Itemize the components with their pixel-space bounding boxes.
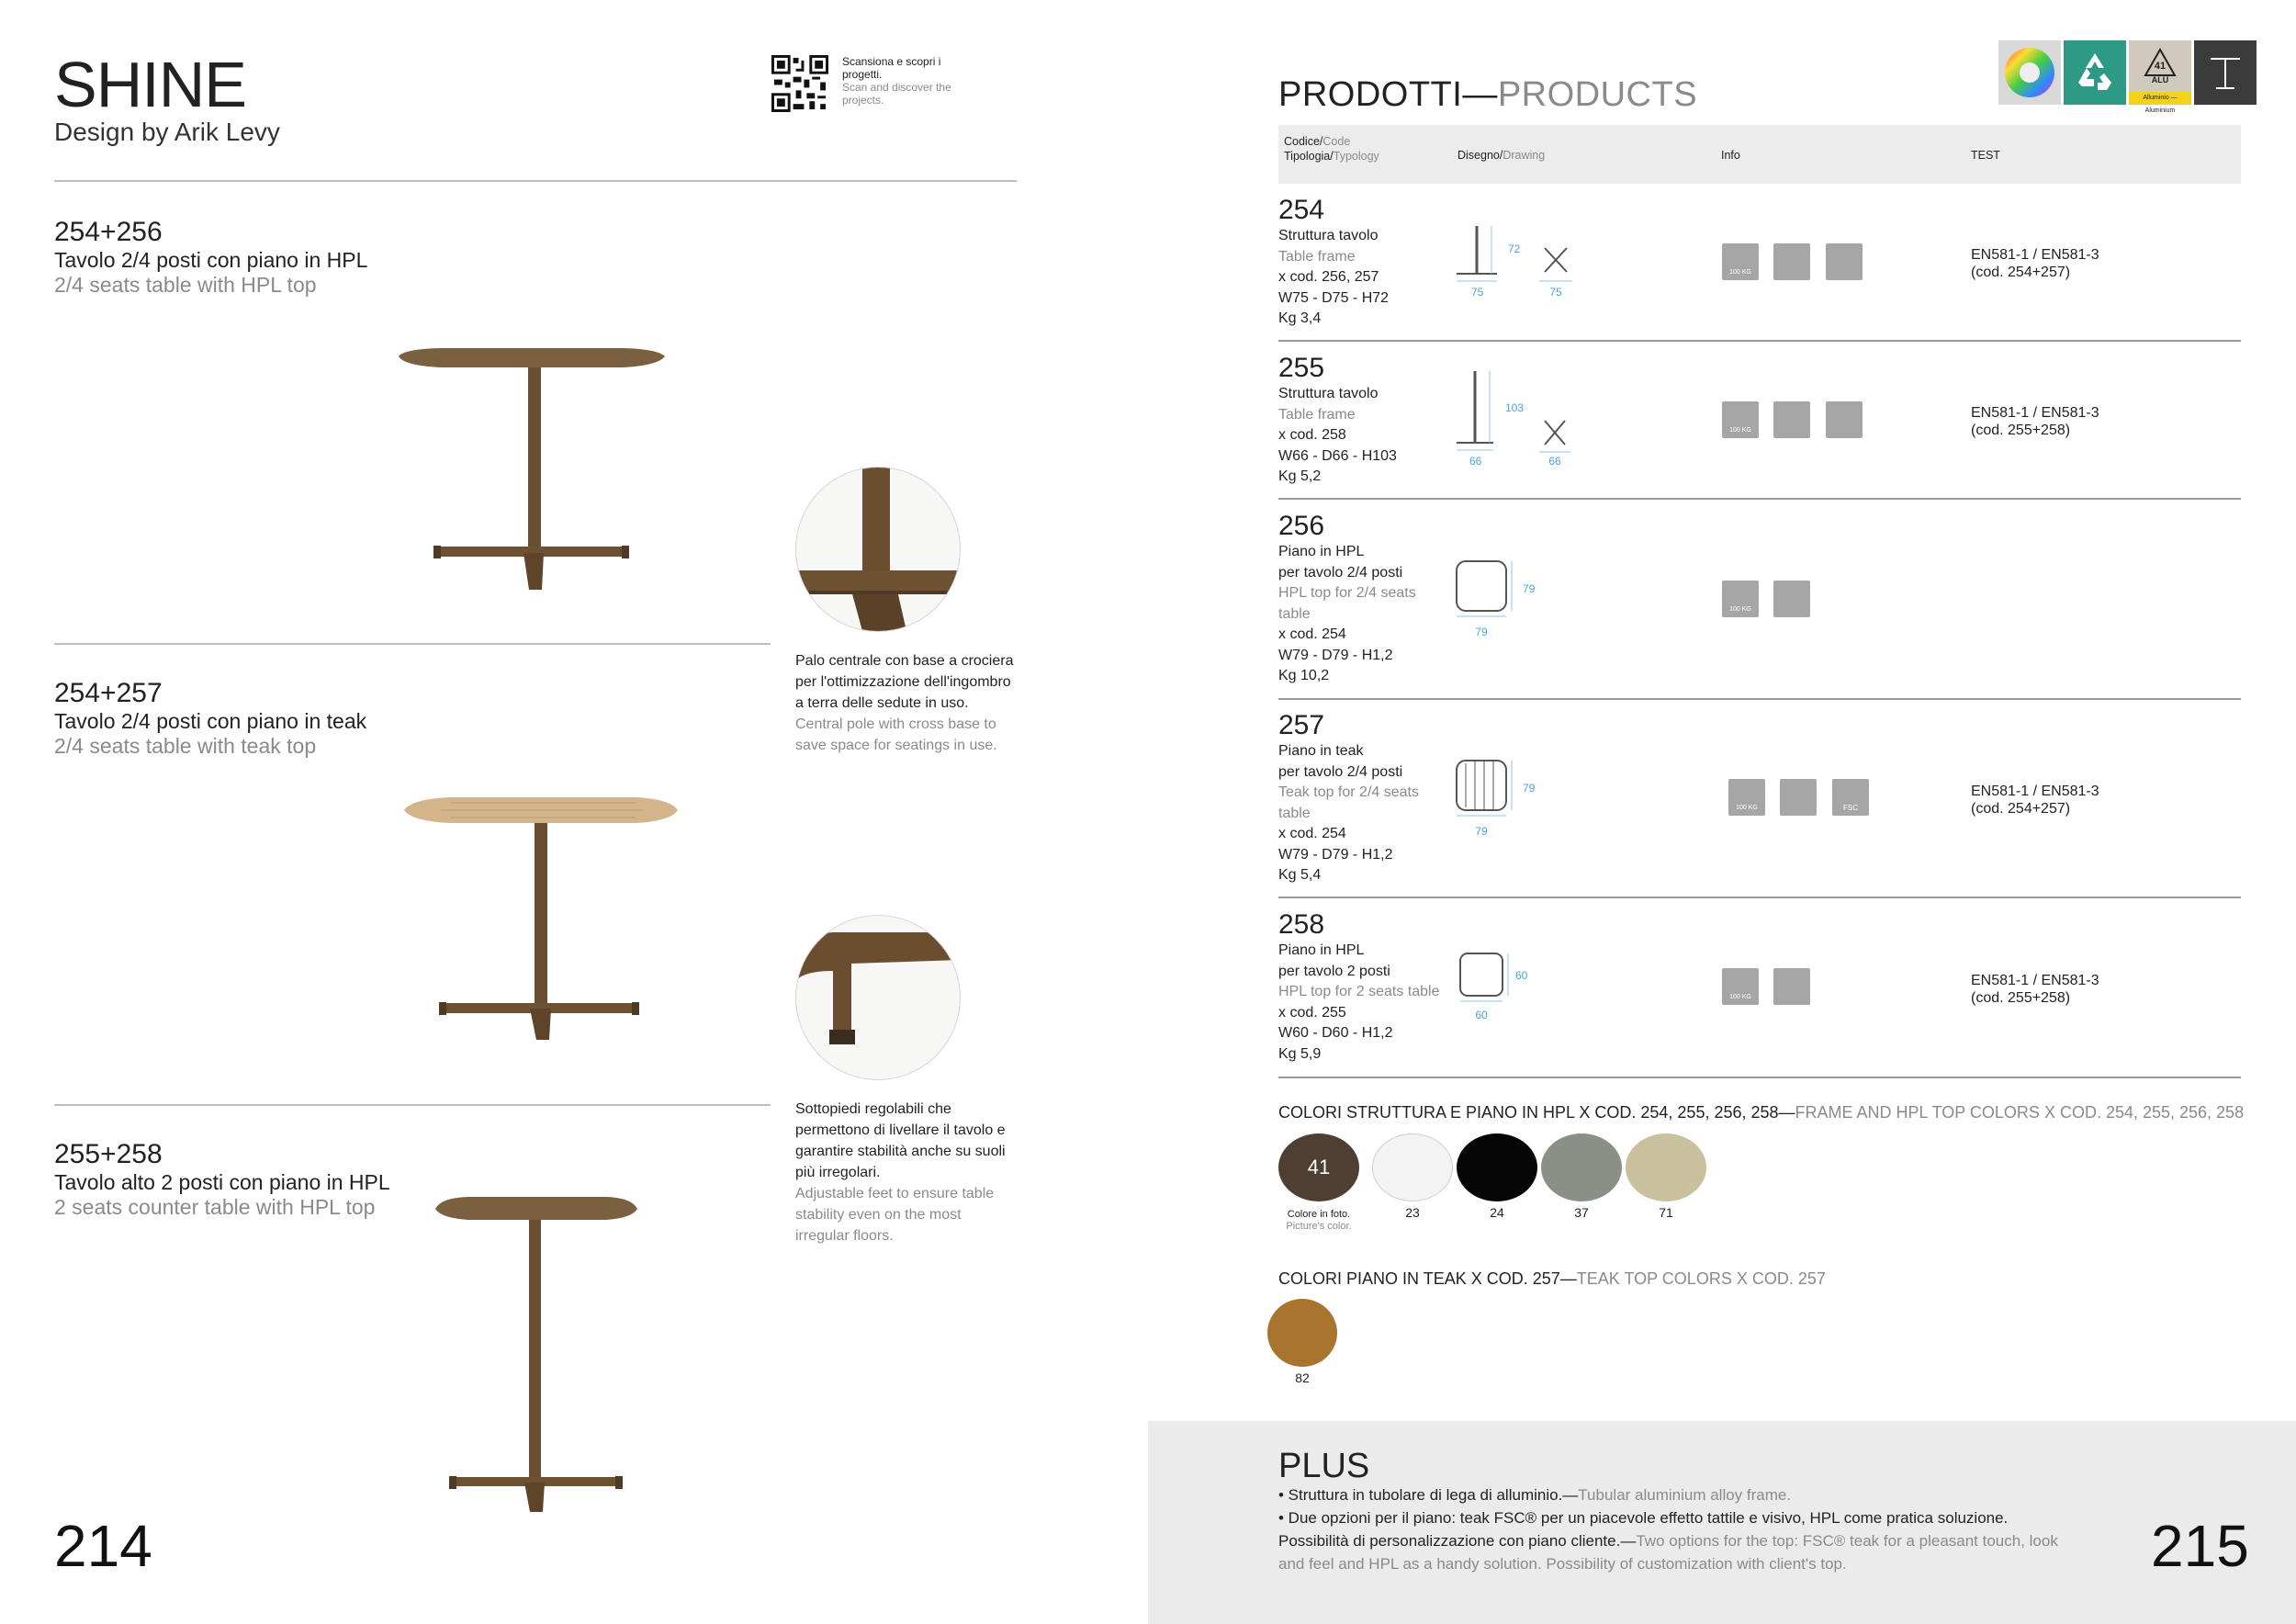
adjustable-foot-icon <box>1826 243 1863 280</box>
qr-code-icon[interactable] <box>771 55 828 112</box>
weather-resistant-icon <box>1773 401 1810 438</box>
alu-caption: Alluminio — Aluminium <box>2129 92 2191 105</box>
frame-swatch-37[interactable] <box>1541 1133 1622 1220</box>
weather-resistant-icon <box>1773 581 1810 617</box>
swatch-number: 41 <box>1307 1156 1331 1179</box>
plus-line-1-it: • Struttura in tubolare di lega di alluminio.— <box>1278 1486 1579 1504</box>
product-desc <box>1278 226 1444 330</box>
dim-d: 75 <box>1549 286 1562 299</box>
set-254-257 <box>54 678 366 759</box>
alu-label: ALU <box>2151 75 2169 85</box>
product-desc <box>1278 941 1444 1065</box>
picture-note-en: Picture's color. <box>1286 1221 1352 1232</box>
swatch-circle[interactable] <box>1626 1133 1706 1201</box>
dim-h: 79 <box>1523 582 1536 595</box>
test-standard: EN581-1 / EN581-3 <box>1971 405 2099 421</box>
desc-weight: Kg 5,9 <box>1278 1045 1322 1062</box>
test-combo: (cod. 254+257) <box>1971 801 2071 817</box>
drawing-257 <box>1451 755 1561 838</box>
product-row-256 <box>1278 511 1444 687</box>
row-divider <box>1278 498 2241 500</box>
section-title-en: PRODUCTS <box>1497 75 1698 114</box>
row-divider <box>1278 1077 2241 1078</box>
caption-feet <box>795 1099 1016 1246</box>
set-desc-it: Tavolo 2/4 posti con piano in HPL <box>54 248 368 272</box>
desc-en: table <box>1278 805 1311 821</box>
weight-100kg-icon <box>1728 779 1765 816</box>
plus-title: PLUS <box>1278 1447 1370 1485</box>
recycle-icon <box>2064 40 2126 105</box>
teak-colors-title-it: COLORI PIANO IN TEAK X COD. 257— <box>1278 1269 1577 1288</box>
test-254 <box>1971 246 2099 281</box>
header-code-it: Codice/ <box>1284 135 1323 148</box>
divider <box>54 643 771 645</box>
weight-label: 100 KG <box>1729 994 1751 1000</box>
dim-w: 75 <box>1471 286 1484 299</box>
desc-ref: x cod. 258 <box>1278 427 1346 443</box>
desc-weight: Kg 5,4 <box>1278 867 1322 883</box>
table-type-badge <box>2194 40 2257 105</box>
aluminium-badge <box>2129 40 2191 114</box>
weather-resistant-icon <box>1773 968 1810 1005</box>
frame-swatch-71[interactable] <box>1626 1133 1706 1220</box>
caption-pole-it: Palo centrale con base a crociera per l'ottimizzazione dell'ingombro a terra delle sedute in uso. <box>795 653 1014 711</box>
product-row-254 <box>1278 195 1444 330</box>
teak-colors-title <box>1278 1269 1826 1289</box>
adjustable-foot-icon <box>1826 401 1863 438</box>
swatch-circle[interactable] <box>1267 1299 1337 1367</box>
drawing-258 <box>1451 946 1561 1029</box>
swatch-circle[interactable] <box>1278 1133 1359 1201</box>
desc-it: Piano in teak <box>1278 743 1364 759</box>
caption-feet-it: Sottopiedi regolabili che permettono di livellare il tavolo e garantire stabilità anche su suoli più irregolari. <box>795 1101 1006 1180</box>
fsc-label: FSC <box>1843 804 1858 812</box>
table-teak-image <box>395 790 689 1047</box>
product-desc <box>1278 384 1444 488</box>
dim-w: 79 <box>1475 825 1488 838</box>
weather-resistant-icon <box>1773 243 1810 280</box>
desc-en: table <box>1278 605 1311 622</box>
desc-ref: x cod. 255 <box>1278 1004 1346 1021</box>
plus-line-2-en: Two options for the top: FSC® teak for a pleasant touch, look and feel and HPL as a handy solution. Possibility of customization with client's top. <box>1278 1532 2058 1573</box>
swatch-label: 37 <box>1574 1205 1589 1220</box>
set-code: 254+257 <box>54 678 163 708</box>
set-desc-en: 2/4 seats table with teak top <box>54 734 317 758</box>
weight-label: 100 KG <box>1729 427 1751 434</box>
fsc-tree-icon <box>1832 779 1869 816</box>
set-255-258 <box>54 1139 390 1220</box>
test-258 <box>1971 972 2099 1007</box>
set-desc-en: 2/4 seats table with HPL top <box>54 273 317 297</box>
alu-number: 41 <box>2154 61 2167 72</box>
swatch-label: 23 <box>1405 1205 1420 1220</box>
test-standard: EN581-1 / EN581-3 <box>1971 784 2099 799</box>
desc-weight: Kg 10,2 <box>1278 668 1330 683</box>
header-type-it: Tipologia/ <box>1284 150 1334 163</box>
header-info: Info <box>1721 149 1740 162</box>
swatch-label: 82 <box>1295 1370 1310 1385</box>
picture-note-it: Colore in foto. <box>1287 1209 1351 1220</box>
test-combo: (cod. 254+257) <box>1971 265 2071 280</box>
drawing-255 <box>1451 367 1635 470</box>
plus-line-2 <box>1278 1506 2059 1575</box>
header-drawing-en: Drawing <box>1503 149 1546 162</box>
header-test: TEST <box>1971 149 2000 162</box>
brand-title: SHINE <box>54 49 246 120</box>
set-code: 255+258 <box>54 1139 163 1169</box>
weight-label: 100 KG <box>1729 269 1751 276</box>
frame-colors-title-it: COLORI STRUTTURA E PIANO IN HPL X COD. 254, 255, 256, 258— <box>1278 1103 1795 1122</box>
caption-pole <box>795 650 1016 756</box>
divider <box>54 180 1017 182</box>
desc-it: per tavolo 2/4 posti <box>1278 763 1403 780</box>
color-wheel-icon <box>1998 40 2061 105</box>
divider <box>54 1104 771 1106</box>
teak-colors-title-en: TEAK TOP COLORS X COD. 257 <box>1576 1269 1826 1288</box>
swatch-circle[interactable] <box>1372 1133 1453 1201</box>
weight-100kg-icon <box>1722 581 1759 617</box>
detail-pole-base-image <box>795 467 961 632</box>
dim-d: 66 <box>1548 455 1561 468</box>
product-desc <box>1278 542 1444 687</box>
header-code-en: Code <box>1322 135 1351 148</box>
recycle-badge <box>2064 40 2126 105</box>
row-divider <box>1278 698 2241 700</box>
product-code: 258 <box>1278 909 1325 940</box>
product-code: 257 <box>1278 710 1325 740</box>
table-icon <box>2194 40 2257 105</box>
product-code: 254 <box>1278 195 1325 225</box>
dim-w: 79 <box>1475 626 1488 638</box>
test-standard: EN581-1 / EN581-3 <box>1971 973 2099 988</box>
product-code: 256 <box>1278 511 1325 541</box>
desc-weight: Kg 3,4 <box>1278 310 1322 326</box>
product-code: 255 <box>1278 353 1325 383</box>
dim-h: 79 <box>1523 782 1536 795</box>
caption-pole-en: Central pole with cross base to save space for seatings in use. <box>795 716 997 753</box>
dim-w: 60 <box>1475 1009 1488 1021</box>
color-wheel-badge <box>1998 40 2061 105</box>
caption-feet-en: Adjustable feet to ensure table stability even on the most irregular floors. <box>795 1186 995 1244</box>
header-drawing-it: Disegno/ <box>1458 149 1503 162</box>
drawing-254 <box>1451 220 1635 303</box>
desc-ref: x cod. 254 <box>1278 826 1346 841</box>
desc-en: Table frame <box>1278 406 1356 423</box>
products-table-header <box>1278 125 2241 184</box>
dim-w: 66 <box>1469 455 1482 468</box>
desc-dims: W66 - D66 - H103 <box>1278 447 1397 464</box>
desc-it: Struttura tavolo <box>1278 228 1379 243</box>
set-desc-it: Tavolo 2/4 posti con piano in teak <box>54 709 367 733</box>
swatch-label: 71 <box>1659 1205 1673 1220</box>
desc-dims: W79 - D79 - H1,2 <box>1278 647 1393 663</box>
frame-swatch-23[interactable] <box>1372 1133 1453 1220</box>
product-row-255 <box>1278 353 1444 488</box>
desc-en: HPL top for 2/4 seats <box>1278 585 1416 601</box>
page-number-right: 215 <box>2151 1513 2249 1579</box>
dim-h: 60 <box>1515 969 1528 982</box>
qr-caption-en: Scan and discover the projects. <box>842 81 951 107</box>
desc-it: per tavolo 2/4 posti <box>1278 564 1403 581</box>
desc-ref: x cod. 256, 257 <box>1278 269 1379 285</box>
product-desc <box>1278 741 1444 886</box>
plus-line-2-it: • Due opzioni per il piano: teak FSC® per un piacevole effetto tattile e visivo, HPL come pratica soluzione. Possibilità di personalizzazione con piano cliente.— <box>1278 1509 2009 1550</box>
frame-colors-title-en: FRAME AND HPL TOP COLORS X COD. 254, 255, 256, 258 <box>1795 1103 2245 1122</box>
desc-dims: W79 - D79 - H1,2 <box>1278 846 1393 863</box>
frame-swatch-24[interactable] <box>1457 1133 1537 1220</box>
detail-adjustable-foot-image <box>795 915 961 1080</box>
plus-line-1-en: Tubular aluminium alloy frame. <box>1578 1486 1792 1504</box>
set-desc-it: Tavolo alto 2 posti con piano in HPL <box>54 1170 390 1194</box>
test-combo: (cod. 255+258) <box>1971 990 2071 1006</box>
weight-label: 100 KG <box>1736 805 1758 811</box>
row-divider <box>1278 897 2241 898</box>
swatch-label: 24 <box>1490 1205 1504 1220</box>
header-code-typology <box>1284 134 1379 164</box>
desc-dims: W75 - D75 - H72 <box>1278 289 1390 306</box>
test-255 <box>1971 404 2099 439</box>
desc-it: Struttura tavolo <box>1278 386 1379 401</box>
desc-en: Table frame <box>1278 248 1356 265</box>
desc-it: per tavolo 2 posti <box>1278 963 1390 979</box>
desc-it: Piano in HPL <box>1278 942 1365 958</box>
frame-swatch-41[interactable] <box>1278 1133 1359 1233</box>
dim-h: 103 <box>1505 401 1525 414</box>
plus-box <box>1148 1421 2296 1624</box>
weather-resistant-icon <box>1780 779 1817 816</box>
weight-100kg-icon <box>1722 243 1759 280</box>
test-combo: (cod. 255+258) <box>1971 423 2071 438</box>
weight-100kg-icon <box>1722 401 1759 438</box>
set-code: 254+256 <box>54 217 163 247</box>
plus-text <box>1278 1483 2059 1575</box>
qr-caption <box>842 55 962 107</box>
header-drawing <box>1458 149 1545 162</box>
desc-en: HPL top for 2 seats table <box>1278 984 1440 999</box>
weight-label: 100 KG <box>1729 606 1751 613</box>
set-254-256 <box>54 217 367 298</box>
counter-table-image <box>432 1190 643 1521</box>
teak-swatch-82[interactable] <box>1267 1299 1337 1385</box>
section-title-it: PRODOTTI— <box>1278 75 1498 114</box>
weight-100kg-icon <box>1722 968 1759 1005</box>
plus-line-1 <box>1278 1483 2059 1506</box>
desc-weight: Kg 5,2 <box>1278 468 1322 484</box>
swatch-circle[interactable] <box>1541 1133 1622 1201</box>
section-title <box>1278 75 1697 115</box>
product-row-258 <box>1278 909 1444 1065</box>
desc-it: Piano in HPL <box>1278 544 1365 559</box>
designer-credit: Design by Arik Levy <box>54 118 280 146</box>
row-divider <box>1278 340 2241 342</box>
header-type-en: Typology <box>1333 150 1379 163</box>
dim-h: 72 <box>1508 242 1521 255</box>
drawing-256 <box>1451 556 1561 638</box>
test-standard: EN581-1 / EN581-3 <box>1971 247 2099 263</box>
product-row-257 <box>1278 710 1444 886</box>
picture-note <box>1278 1209 1359 1233</box>
desc-ref: x cod. 254 <box>1278 626 1346 642</box>
test-257 <box>1971 783 2099 818</box>
swatch-circle[interactable] <box>1457 1133 1537 1201</box>
table-hpl-image <box>386 340 680 597</box>
qr-caption-it: Scansiona e scopri i progetti. <box>842 55 941 81</box>
desc-dims: W60 - D60 - H1,2 <box>1278 1025 1393 1041</box>
set-desc-en: 2 seats counter table with HPL top <box>54 1195 376 1219</box>
desc-en: Teak top for 2/4 seats <box>1278 784 1419 800</box>
page-number-left: 214 <box>54 1513 152 1579</box>
frame-colors-title <box>1278 1103 2244 1122</box>
